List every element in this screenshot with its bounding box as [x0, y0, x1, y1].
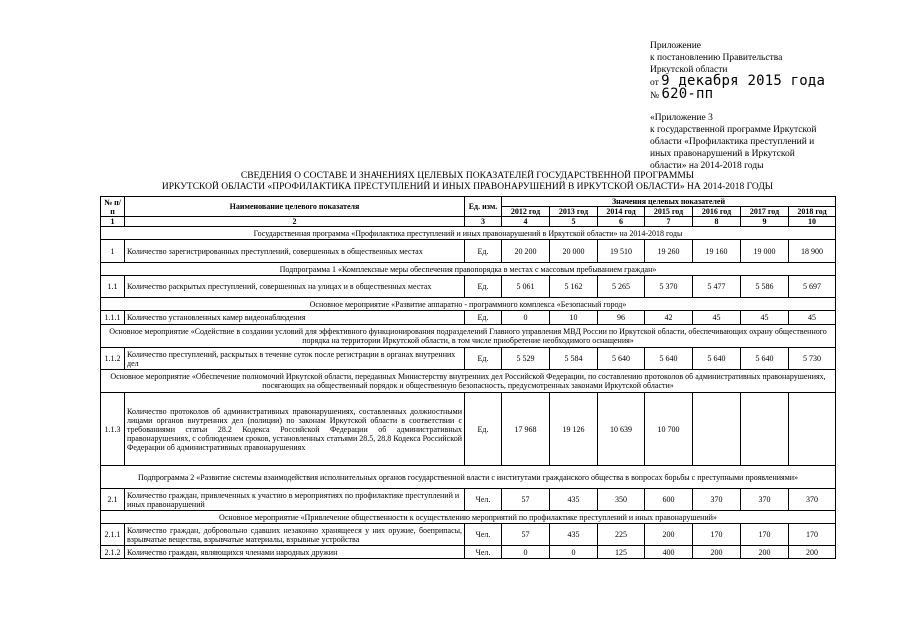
- value-cell: 400: [645, 546, 693, 559]
- approval-line-3: Иркутской области: [650, 65, 728, 75]
- value-cell: 5 061: [502, 276, 550, 298]
- approval-number: [650, 86, 890, 102]
- section-row: [101, 298, 836, 311]
- value-cell: 5 730: [789, 348, 836, 370]
- col-header-year: 2016 год: [693, 207, 741, 217]
- value-cell: 370: [693, 489, 741, 511]
- appendix-3-line: области» на 2014-2018 годы: [650, 161, 764, 171]
- column-index: 9: [741, 217, 789, 227]
- col-header-num: № п/п: [101, 197, 125, 217]
- section-title: Подпрограмма 1 «Комплексные меры обеспечения правопорядка в местах с массовым пребыванием граждан»: [101, 263, 836, 276]
- value-cell: 370: [741, 489, 789, 511]
- unit-cell: Ед.: [465, 311, 502, 325]
- unit-cell: Чел.: [465, 489, 502, 511]
- section-row: [101, 227, 836, 240]
- value-cell: 96: [598, 311, 645, 325]
- table-body: [101, 227, 836, 559]
- column-index: 4: [502, 217, 550, 227]
- col-header-name: Наименование целевого показателя: [125, 197, 465, 217]
- row-number: 2.1.2: [101, 546, 125, 559]
- column-index: 7: [645, 217, 693, 227]
- value-cell: 19 000: [741, 240, 789, 263]
- column-index: 10: [789, 217, 836, 227]
- value-cell: 20 000: [550, 240, 598, 263]
- value-cell: 42: [645, 311, 693, 325]
- table-row: [101, 393, 836, 466]
- indicator-name: Количество зарегистрированных преступлений, совершенных в общественных местах: [125, 240, 465, 263]
- unit-cell: Чел.: [465, 524, 502, 546]
- section-row: [101, 370, 836, 393]
- column-index: 2: [125, 217, 465, 227]
- value-cell: [741, 393, 789, 466]
- value-cell: 18 900: [789, 240, 836, 263]
- approval-number-prefix: №: [650, 91, 660, 101]
- table-row: [101, 524, 836, 546]
- value-cell: 200: [693, 546, 741, 559]
- value-cell: 19 510: [598, 240, 645, 263]
- value-cell: 5 640: [693, 348, 741, 370]
- column-index: 5: [550, 217, 598, 227]
- value-cell: 45: [789, 311, 836, 325]
- document-title: [110, 171, 825, 193]
- value-cell: 45: [693, 311, 741, 325]
- value-cell: 350: [598, 489, 645, 511]
- value-cell: 125: [598, 546, 645, 559]
- section-row: [101, 263, 836, 276]
- column-index: 3: [465, 217, 502, 227]
- value-cell: 10 639: [598, 393, 645, 466]
- approval-line-1: Приложение: [650, 41, 701, 51]
- unit-cell: Ед.: [465, 348, 502, 370]
- row-number: 1.1.1: [101, 311, 125, 325]
- indicator-name: Количество преступлений, раскрытых в течение суток после регистрации в органах внутренних дел: [125, 348, 465, 370]
- col-header-year: 2017 год: [741, 207, 789, 217]
- col-header-year: 2012 год: [502, 207, 550, 217]
- unit-cell: Ед.: [465, 393, 502, 466]
- section-row: [101, 511, 836, 524]
- row-number: 1: [101, 240, 125, 263]
- title-line-2: ИРКУТСКОЙ ОБЛАСТИ «ПРОФИЛАКТИКА ПРЕСТУПЛЕНИЙ И ИНЫХ ПРАВОНАРУШЕНИЙ В ИРКУТСКОЙ ОБЛАСТИ» НА 2014-2018 ГОДЫ: [161, 182, 774, 192]
- approval-line-2: к постановлению Правительства: [650, 53, 783, 63]
- value-cell: 17 968: [502, 393, 550, 466]
- approval-number-stamp: 620-пп: [661, 86, 714, 102]
- value-cell: 200: [741, 546, 789, 559]
- value-cell: 200: [789, 546, 836, 559]
- row-number: 1.1: [101, 276, 125, 298]
- row-number: 1.1.3: [101, 393, 125, 466]
- value-cell: 57: [502, 524, 550, 546]
- value-cell: 19 126: [550, 393, 598, 466]
- indicator-name: Количество протоколов об административных правонарушениях, составленных должностными лицами органов внутренних дел (полиции) по законам Иркутской области в соответствии с требованиями статьи 28.2 Кодекса Российской Федерации об административных правонарушениях, с соблюдением сроков, установленных статьями 28.5, 28.8 Кодекса Российской Федерации об административных правонарушениях: [125, 393, 465, 466]
- value-cell: 0: [502, 546, 550, 559]
- table-row: [101, 311, 836, 325]
- approval-date-prefix: от: [650, 78, 659, 88]
- table-row: [101, 489, 836, 511]
- value-cell: 5 370: [645, 276, 693, 298]
- value-cell: 5 162: [550, 276, 598, 298]
- indicator-name: Количество раскрытых преступлений, совершенных на улицах и в общественных местах: [125, 276, 465, 298]
- value-cell: 10: [550, 311, 598, 325]
- approval-block: [650, 40, 890, 172]
- section-title: Основное мероприятие «Содействие в создании условий для эффективного функционирования подразделений Главного управления МВД России по Иркутской области, обеспечивающих охрану общественного порядка на территории Иркутской области, в том числе приобретение необходимого оснащения»: [101, 325, 836, 348]
- section-title: Основное мероприятие «Привлечение общественности к осуществлению мероприятий по профилактике преступлений и иных правонарушений»: [101, 511, 836, 524]
- value-cell: 225: [598, 524, 645, 546]
- value-cell: 370: [789, 489, 836, 511]
- appendix-3-line: «Приложение 3: [650, 113, 713, 123]
- col-header-unit: Ед. изм.: [465, 197, 502, 217]
- appendix-3-line: к государственной программе Иркутской: [650, 125, 817, 135]
- value-cell: 5 265: [598, 276, 645, 298]
- header-row-1: [101, 197, 836, 207]
- value-cell: 57: [502, 489, 550, 511]
- value-cell: 20 200: [502, 240, 550, 263]
- title-line-1: СВЕДЕНИЯ О СОСТАВЕ И ЗНАЧЕНИЯХ ЦЕЛЕВЫХ ПОКАЗАТЕЛЕЙ ГОСУДАРСТВЕННОЙ ПРОГРАММЫ: [240, 171, 695, 181]
- table-row: [101, 276, 836, 298]
- approval-date-stamp: 9 декабря 2015 года: [661, 73, 826, 89]
- value-cell: 45: [741, 311, 789, 325]
- col-header-year: 2013 год: [550, 207, 598, 217]
- row-number: 2.1.1: [101, 524, 125, 546]
- value-cell: 5 477: [693, 276, 741, 298]
- appendix-3-block: [650, 112, 890, 172]
- section-title: Основное мероприятие «Обеспечение полномочий Иркутской области, переданных Министерству внутренних дел Российской Федерации, по составлению протоколов об административных правонарушениях, посягающих на общественный порядок и общественную безопасность, предусмотренных законами Иркутской области»: [101, 370, 836, 393]
- indicator-name: Количество установленных камер видеонаблюдения: [125, 311, 465, 325]
- value-cell: 170: [693, 524, 741, 546]
- col-header-year: 2014 год: [598, 207, 645, 217]
- value-cell: 435: [550, 489, 598, 511]
- row-number: 1.1.2: [101, 348, 125, 370]
- column-index: 6: [598, 217, 645, 227]
- row-number: 2.1: [101, 489, 125, 511]
- value-cell: 5 640: [598, 348, 645, 370]
- appendix-3-line: иных правонарушений в Иркутской: [650, 149, 795, 159]
- column-index-row: [101, 217, 836, 227]
- value-cell: 5 640: [645, 348, 693, 370]
- indicator-name: Количество граждан, добровольно сдавших незаконно хранящееся у них оружие, боеприпасы, взрывчатые вещества, взрывчатые материалы, взрывные устройства: [125, 524, 465, 546]
- value-cell: 19 160: [693, 240, 741, 263]
- value-cell: 5 584: [550, 348, 598, 370]
- column-index: 8: [693, 217, 741, 227]
- value-cell: 5 586: [741, 276, 789, 298]
- value-cell: 5 640: [741, 348, 789, 370]
- section-row: [101, 325, 836, 348]
- value-cell: 170: [741, 524, 789, 546]
- value-cell: 600: [645, 489, 693, 511]
- value-cell: 200: [645, 524, 693, 546]
- section-title: Государственная программа «Профилактика преступлений и иных правонарушений в Иркутской области» на 2014-2018 годы: [101, 227, 836, 240]
- value-cell: [693, 393, 741, 466]
- value-cell: 5 697: [789, 276, 836, 298]
- value-cell: 10 700: [645, 393, 693, 466]
- col-header-year: 2015 год: [645, 207, 693, 217]
- section-title: Подпрограмма 2 «Развитие системы взаимодействия исполнительных органов государственной власти с институтами гражданского общества в вопросах борьбы с преступными проявлениями»: [101, 466, 836, 489]
- indicator-name: Количество граждан, привлеченных к участию в мероприятиях по профилактике преступлений и иных правонарушений: [125, 489, 465, 511]
- appendix-3-line: области «Профилактика преступлений и: [650, 137, 815, 147]
- indicator-name: Количество граждан, являющихся членами народных дружин: [125, 546, 465, 559]
- unit-cell: Ед.: [465, 240, 502, 263]
- value-cell: 5 529: [502, 348, 550, 370]
- table-row: [101, 240, 836, 263]
- value-cell: 0: [502, 311, 550, 325]
- unit-cell: Чел.: [465, 546, 502, 559]
- section-row: [101, 466, 836, 489]
- value-cell: 435: [550, 524, 598, 546]
- col-header-values-group: Значения целевых показателей: [502, 197, 836, 207]
- table-row: [101, 348, 836, 370]
- indicators-table: [100, 196, 836, 559]
- value-cell: 170: [789, 524, 836, 546]
- value-cell: [789, 393, 836, 466]
- unit-cell: Ед.: [465, 276, 502, 298]
- column-index: 1: [101, 217, 125, 227]
- section-title: Основное мероприятие «Развитие аппаратно - программного комплекса «Безопасный город»: [101, 298, 836, 311]
- col-header-year: 2018 год: [789, 207, 836, 217]
- value-cell: 0: [550, 546, 598, 559]
- table-row: [101, 546, 836, 559]
- value-cell: 19 260: [645, 240, 693, 263]
